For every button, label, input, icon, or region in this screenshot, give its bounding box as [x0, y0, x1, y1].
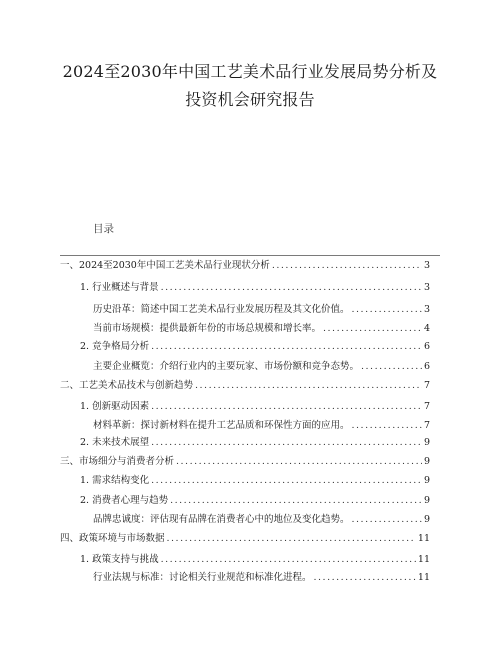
- toc-entry[interactable]: [93, 322, 430, 335]
- toc-entry-page-number: 9: [423, 495, 430, 506]
- toc-dot-leader: [167, 532, 416, 545]
- toc-entry[interactable]: [80, 494, 430, 507]
- toc-entry-page-number: 11: [417, 554, 430, 565]
- toc-entry[interactable]: [93, 571, 430, 584]
- toc-dot-leader: [195, 379, 422, 392]
- toc-entry-label: 2. 竞争格局分析: [80, 341, 150, 352]
- toc-entry[interactable]: [93, 419, 430, 432]
- toc-dot-leader: [352, 303, 422, 316]
- toc-entry-page-number: 7: [423, 380, 430, 391]
- toc-dot-leader: [151, 474, 422, 487]
- toc-entry-label: 当前市场规模：提供最新年份的市场总规模和增长率。: [93, 323, 322, 334]
- toc-entry[interactable]: [80, 474, 430, 487]
- toc-entry-label: 历史沿革：简述中国工艺美术品行业发展历程及其文化价值。: [93, 304, 350, 315]
- toc-dot-leader: [170, 494, 422, 507]
- toc-dot-leader: [323, 322, 422, 335]
- toc-entry-label: 2. 未来技术展望: [80, 437, 150, 448]
- toc-entry[interactable]: [93, 303, 430, 316]
- toc-dot-leader: [314, 571, 416, 584]
- toc-entry-page-number: 9: [423, 437, 430, 448]
- toc-dot-leader: [352, 419, 422, 432]
- toc-entry[interactable]: [80, 400, 430, 413]
- toc-dot-leader: [151, 436, 422, 449]
- toc-dot-leader: [151, 340, 422, 353]
- toc-entry-page-number: 3: [423, 260, 430, 271]
- toc-entry-page-number: 7: [423, 420, 430, 431]
- toc-entry-label: 主要企业概览：介绍行业内的主要玩家、市场份额和竞争态势。: [93, 361, 360, 372]
- toc-dot-leader: [176, 455, 422, 468]
- toc-entry-label: 1. 政策支持与挑战: [80, 554, 159, 565]
- toc-entry-label: 二、工艺美术品技术与创新趋势: [60, 380, 194, 391]
- toc-dot-leader: [161, 553, 416, 566]
- toc-entry[interactable]: [80, 340, 430, 353]
- toc-entry-page-number: 11: [417, 572, 430, 583]
- toc-entry-label: 行业法规与标准：讨论相关行业规范和标准化进程。: [93, 572, 312, 583]
- toc-heading: 目录: [93, 223, 114, 235]
- toc-entry-label: 1. 创新驱动因素: [80, 401, 150, 412]
- toc-entry-label: 1. 行业概述与背景: [80, 282, 159, 293]
- toc-dot-leader: [161, 281, 422, 294]
- toc-entry-page-number: 9: [423, 475, 430, 486]
- toc-entry-label: 一、2024至2030年中国工艺美术品行业现状分析: [60, 260, 270, 271]
- toc-dot-leader: [361, 360, 422, 373]
- toc-entry-page-number: 9: [423, 514, 430, 525]
- toc-entry[interactable]: [93, 360, 430, 373]
- toc-entry-page-number: 3: [423, 282, 430, 293]
- toc-entry-label: 三、市场细分与消费者分析: [60, 456, 175, 467]
- toc-entry-page-number: 4: [423, 323, 430, 334]
- toc-entry[interactable]: [60, 379, 430, 392]
- toc-entry[interactable]: [80, 281, 430, 294]
- toc-entry[interactable]: [80, 553, 430, 566]
- document-title-line-2: 投资机会研究报告: [185, 90, 315, 109]
- toc-entry-page-number: 9: [423, 456, 430, 467]
- toc-entry[interactable]: [60, 532, 430, 545]
- toc-entry-label: 1. 需求结构变化: [80, 475, 150, 486]
- toc-dot-leader: [272, 259, 422, 272]
- document-title-line-1: 2024至2030年中国工艺美术品行业发展局势分析及: [62, 62, 438, 81]
- toc-dot-leader: [151, 400, 422, 413]
- toc-entry[interactable]: [93, 513, 430, 526]
- toc-dot-leader: [352, 513, 422, 526]
- toc-entry-page-number: 3: [423, 304, 430, 315]
- toc-entry[interactable]: [60, 259, 430, 272]
- toc-entry-label: 四、政策环境与市场数据: [60, 533, 165, 544]
- toc-divider: [60, 255, 440, 256]
- toc-entry-label: 材料革新：探讨新材料在提升工艺品质和环保性方面的应用。: [93, 420, 350, 431]
- toc-entry-page-number: 7: [423, 401, 430, 412]
- toc-entry-page-number: 11: [417, 533, 430, 544]
- toc-entry-label: 品牌忠诚度：评估现有品牌在消费者心中的地位及变化趋势。: [93, 514, 350, 525]
- toc-entry[interactable]: [80, 436, 430, 449]
- toc-entry-page-number: 6: [423, 361, 430, 372]
- toc-entry-page-number: 6: [423, 341, 430, 352]
- toc-entry-label: 2. 消费者心理与趋势: [80, 495, 169, 506]
- toc-entry[interactable]: [60, 455, 430, 468]
